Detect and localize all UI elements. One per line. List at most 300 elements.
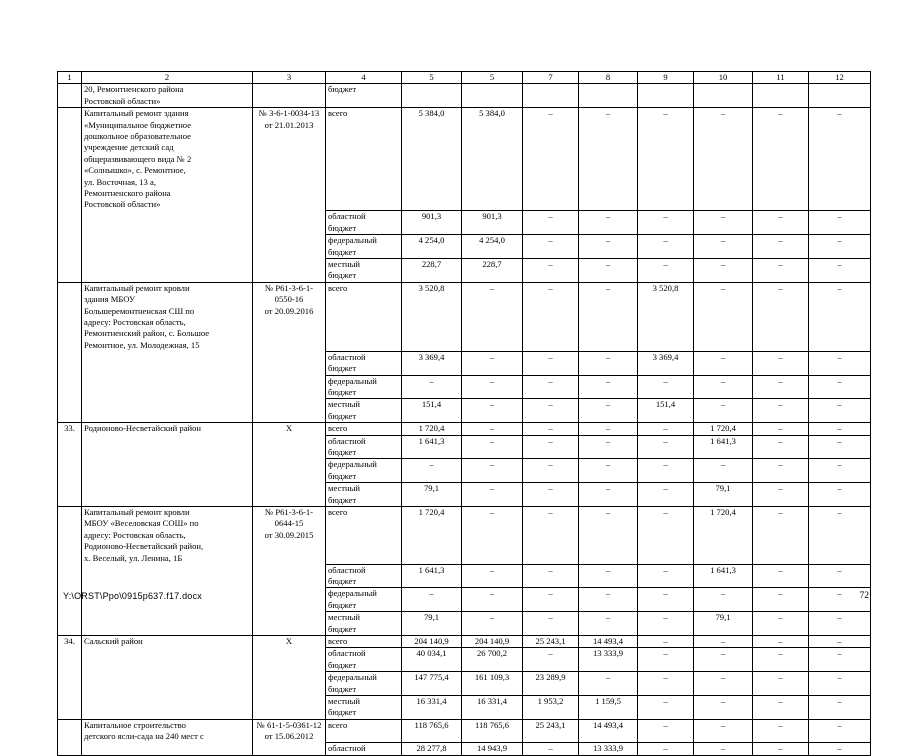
table-cell: – <box>579 672 638 696</box>
table-cell: – <box>753 459 809 483</box>
table-cell <box>58 435 82 459</box>
table-cell: всего <box>326 636 402 648</box>
table-cell: – <box>753 259 809 283</box>
table-cell: – <box>523 211 579 235</box>
table-cell: 118 765,6 <box>462 719 523 742</box>
table-cell: – <box>809 211 871 235</box>
table-row <box>58 612 871 636</box>
table-cell: 228,7 <box>402 259 462 283</box>
table-row <box>58 84 871 108</box>
table-cell: Капитальный ремонт кровли МБОУ «Веселовская СОШ» по адресу: Ростовская область, Родионово-Несветайский район, х. Веселый, ул. Ленина, 1Б <box>82 507 253 565</box>
table-cell: – <box>809 588 871 612</box>
table-cell <box>82 435 253 459</box>
table-cell: 4 254,0 <box>462 235 523 259</box>
page-number: 72 <box>859 591 869 601</box>
table-cell: – <box>809 507 871 565</box>
table-row <box>58 435 871 459</box>
table-cell: – <box>753 483 809 507</box>
table-cell <box>253 84 326 108</box>
table-cell: – <box>694 399 753 423</box>
table-cell: – <box>523 423 579 435</box>
table-cell: бюджет <box>326 84 402 108</box>
table-cell: – <box>694 211 753 235</box>
table-cell: 79,1 <box>402 483 462 507</box>
table-cell: 1 720,4 <box>694 507 753 565</box>
table-cell: 3 369,4 <box>638 351 694 375</box>
table-cell: № 3-6-1-0034-13 от 21.01.2013 <box>253 108 326 211</box>
table-cell <box>58 648 82 672</box>
table-row <box>58 459 871 483</box>
table-cell: – <box>753 235 809 259</box>
table-cell: федеральный бюджет <box>326 672 402 696</box>
table-cell <box>638 84 694 108</box>
table-row <box>58 743 871 755</box>
table-cell <box>58 84 82 108</box>
header-cell: 11 <box>753 72 809 84</box>
table-cell: – <box>809 743 871 755</box>
budget-table <box>57 71 871 756</box>
table-cell: – <box>694 696 753 720</box>
table-cell: – <box>462 282 523 351</box>
table-cell <box>58 483 82 507</box>
table-cell: – <box>694 719 753 742</box>
table-cell <box>462 84 523 108</box>
table-cell: областной бюджет <box>326 211 402 235</box>
table-cell <box>58 612 82 636</box>
table-cell: № 61-1-5-0361-12 от 15.06.2012 <box>253 719 326 742</box>
table-cell: – <box>753 612 809 636</box>
table-cell: – <box>523 259 579 283</box>
table-cell: – <box>579 507 638 565</box>
table-cell: – <box>809 435 871 459</box>
table-cell <box>809 84 871 108</box>
table-cell: 118 765,6 <box>402 719 462 742</box>
header-cell: 12 <box>809 72 871 84</box>
table-cell: – <box>638 108 694 211</box>
table-cell: – <box>523 108 579 211</box>
table-cell <box>82 483 253 507</box>
table-cell: 151,4 <box>402 399 462 423</box>
table-cell: 3 520,8 <box>638 282 694 351</box>
table-cell: – <box>638 507 694 565</box>
table-cell: № Р61-3-6-1- 0550-16 от 20.09.2016 <box>253 282 326 351</box>
table-cell <box>58 743 82 755</box>
table-cell <box>253 375 326 399</box>
table-cell: 1 641,3 <box>402 564 462 588</box>
table-cell: областной бюджет <box>326 564 402 588</box>
table-cell: – <box>579 211 638 235</box>
table-cell: Капитальный ремонт кровли здания МБОУ Большеремонтненская СШ по адресу: Ростовская область, Ремонтненский район, с. Большое Ремонтное, ул. Молодежная, 15 <box>82 282 253 351</box>
table-cell: всего <box>326 507 402 565</box>
table-cell <box>253 696 326 720</box>
table-cell: – <box>523 743 579 755</box>
table-cell: – <box>523 648 579 672</box>
table-cell: – <box>579 375 638 399</box>
table-cell: – <box>809 483 871 507</box>
table-cell <box>58 507 82 565</box>
header-cell: 1 <box>58 72 82 84</box>
table-cell <box>82 259 253 283</box>
header-cell: 4 <box>326 72 402 84</box>
table-cell: – <box>579 399 638 423</box>
table-cell <box>253 435 326 459</box>
header-cell: 5 <box>402 72 462 84</box>
table-cell: – <box>523 507 579 565</box>
header-cell: 5 <box>462 72 523 84</box>
table-cell: – <box>638 588 694 612</box>
table-cell: – <box>523 399 579 423</box>
table-cell: – <box>638 435 694 459</box>
table-cell: 34. <box>58 636 82 648</box>
table-cell: всего <box>326 423 402 435</box>
table-cell: – <box>462 588 523 612</box>
table-cell <box>253 459 326 483</box>
table-cell: – <box>638 564 694 588</box>
table-row <box>58 259 871 283</box>
table-row <box>58 282 871 351</box>
table-cell <box>58 375 82 399</box>
table-row <box>58 507 871 565</box>
table-cell: – <box>694 588 753 612</box>
table-cell: федеральный бюджет <box>326 459 402 483</box>
table-cell: 25 243,1 <box>523 719 579 742</box>
table-cell <box>82 696 253 720</box>
table-cell <box>523 84 579 108</box>
header-cell: 10 <box>694 72 753 84</box>
table-cell: 1 641,3 <box>402 435 462 459</box>
table-cell: – <box>753 648 809 672</box>
table-cell: – <box>579 351 638 375</box>
table-cell: – <box>694 351 753 375</box>
table-cell: 161 109,3 <box>462 672 523 696</box>
table-cell <box>58 351 82 375</box>
table-cell: – <box>523 282 579 351</box>
table-cell <box>58 259 82 283</box>
table-cell: – <box>638 483 694 507</box>
table-cell <box>253 564 326 588</box>
table-cell: – <box>462 507 523 565</box>
table-cell <box>253 648 326 672</box>
table-cell: – <box>638 423 694 435</box>
table-cell: – <box>638 636 694 648</box>
table-cell <box>753 84 809 108</box>
table-cell: 14 943,9 <box>462 743 523 755</box>
table-cell <box>82 612 253 636</box>
table-cell: – <box>694 459 753 483</box>
table-cell: – <box>462 351 523 375</box>
table-cell: – <box>694 259 753 283</box>
table-cell: 151,4 <box>638 399 694 423</box>
table-cell: – <box>809 399 871 423</box>
table-cell: 204 140,9 <box>462 636 523 648</box>
table-cell <box>58 459 82 483</box>
table-cell: – <box>753 636 809 648</box>
table-row <box>58 648 871 672</box>
header-cell: 8 <box>579 72 638 84</box>
table-cell: – <box>523 375 579 399</box>
table-cell <box>82 375 253 399</box>
table-cell <box>82 211 253 235</box>
table-cell: 33. <box>58 423 82 435</box>
table-cell: 901,3 <box>462 211 523 235</box>
table-cell <box>82 743 253 755</box>
table-cell <box>58 672 82 696</box>
table-cell: – <box>638 259 694 283</box>
table-cell: – <box>579 282 638 351</box>
table-cell: – <box>694 636 753 648</box>
table-cell: – <box>753 399 809 423</box>
table-cell: 147 775,4 <box>402 672 462 696</box>
table-cell: – <box>753 211 809 235</box>
table-cell: 14 493,4 <box>579 636 638 648</box>
table-cell: всего <box>326 282 402 351</box>
table-cell: – <box>809 282 871 351</box>
table-cell: всего <box>326 108 402 211</box>
table-cell <box>58 108 82 211</box>
table-cell <box>58 399 82 423</box>
table-cell: – <box>809 459 871 483</box>
table-cell: – <box>809 672 871 696</box>
table-cell <box>253 351 326 375</box>
table-cell: – <box>579 108 638 211</box>
table-cell: 3 369,4 <box>402 351 462 375</box>
table-cell: 23 289,9 <box>523 672 579 696</box>
header-cell: 2 <box>82 72 253 84</box>
table-cell: областной <box>326 743 402 755</box>
table-cell: 4 254,0 <box>402 235 462 259</box>
table-cell: – <box>638 696 694 720</box>
table-cell: – <box>462 435 523 459</box>
table-cell: федеральный бюджет <box>326 588 402 612</box>
table-cell: 20, Ремонтненского района Ростовской области» <box>82 84 253 108</box>
table-cell: – <box>809 648 871 672</box>
header-cell: 7 <box>523 72 579 84</box>
table-cell: – <box>809 636 871 648</box>
table-cell: 16 331,4 <box>402 696 462 720</box>
table-cell <box>253 259 326 283</box>
table-cell: областной бюджет <box>326 648 402 672</box>
table-cell: – <box>402 459 462 483</box>
table-cell: – <box>809 351 871 375</box>
table-cell <box>579 84 638 108</box>
table-cell <box>58 211 82 235</box>
table-cell <box>82 459 253 483</box>
table-row <box>58 423 871 435</box>
table-cell: – <box>753 351 809 375</box>
table-cell: 1 641,3 <box>694 435 753 459</box>
table-cell: – <box>753 423 809 435</box>
table-cell: – <box>579 435 638 459</box>
table-cell: – <box>809 423 871 435</box>
table-cell: 204 140,9 <box>402 636 462 648</box>
table-cell: Х <box>253 636 326 648</box>
table-cell: 16 331,4 <box>462 696 523 720</box>
table-cell: 25 243,1 <box>523 636 579 648</box>
table-cell <box>253 588 326 612</box>
table-cell <box>253 399 326 423</box>
table-row <box>58 719 871 742</box>
table-cell: – <box>523 612 579 636</box>
table-cell: 14 493,4 <box>579 719 638 742</box>
table-cell: – <box>402 588 462 612</box>
table-cell <box>58 235 82 259</box>
table-row <box>58 108 871 211</box>
table-cell: – <box>579 483 638 507</box>
table-cell: – <box>523 435 579 459</box>
table-cell: – <box>523 564 579 588</box>
table-cell: Капитальное строительство детского ясли-сада на 240 мест с <box>82 719 253 742</box>
table-cell: – <box>523 588 579 612</box>
table-cell <box>58 282 82 351</box>
table-cell: 79,1 <box>694 612 753 636</box>
table-cell: – <box>638 211 694 235</box>
table-cell: – <box>638 375 694 399</box>
table-cell: – <box>694 648 753 672</box>
table-cell: – <box>579 612 638 636</box>
table-row <box>58 483 871 507</box>
table-row <box>58 564 871 588</box>
table-cell: 26 700,2 <box>462 648 523 672</box>
table-cell: – <box>809 108 871 211</box>
table-cell: 5 384,0 <box>462 108 523 211</box>
table-cell: – <box>579 235 638 259</box>
table-cell: – <box>462 423 523 435</box>
table-cell: – <box>462 399 523 423</box>
table-cell: – <box>523 351 579 375</box>
table-row <box>58 235 871 259</box>
table-row <box>58 375 871 399</box>
table-cell: – <box>638 459 694 483</box>
table-cell: – <box>694 672 753 696</box>
table-row <box>58 696 871 720</box>
table-cell: 79,1 <box>402 612 462 636</box>
table-cell: – <box>753 719 809 742</box>
table-cell: – <box>753 743 809 755</box>
table-cell: – <box>753 672 809 696</box>
table-row <box>58 672 871 696</box>
table-cell <box>82 399 253 423</box>
table-cell: – <box>579 459 638 483</box>
table-cell: – <box>809 375 871 399</box>
file-path: Y:\ORST\Ppo\0915p637.f17.docx <box>63 591 202 601</box>
table-cell <box>58 564 82 588</box>
table-cell: 13 333,9 <box>579 743 638 755</box>
table-cell: Капитальный ремонт здания «Муниципальное бюджетное дошкольное образовательное учреждение детский сад общеразвивающего вида № 2 «Солнышко», с. Ремонтное, ул. Восточная, 13 а, Ремонтненского района Ростовской области» <box>82 108 253 211</box>
table-cell: 13 333,9 <box>579 648 638 672</box>
table-cell: – <box>638 235 694 259</box>
table-cell: местный бюджет <box>326 696 402 720</box>
table-cell: – <box>694 235 753 259</box>
table-cell: областной бюджет <box>326 435 402 459</box>
table-cell: местный бюджет <box>326 399 402 423</box>
table-cell: – <box>753 507 809 565</box>
table-cell <box>253 612 326 636</box>
table-cell: 1 720,4 <box>694 423 753 435</box>
table-cell: – <box>753 108 809 211</box>
table-cell: – <box>694 743 753 755</box>
table-cell: – <box>638 648 694 672</box>
table-cell: Сальский район <box>82 636 253 648</box>
table-cell <box>82 351 253 375</box>
table-cell: – <box>579 588 638 612</box>
table-cell: – <box>694 282 753 351</box>
table-cell: 79,1 <box>694 483 753 507</box>
table-cell <box>82 648 253 672</box>
table-cell: – <box>809 564 871 588</box>
table-cell <box>58 719 82 742</box>
table-cell: № Р61-3-6-1- 0644-15 от 30.09.2015 <box>253 507 326 565</box>
table-cell: 1 953,2 <box>523 696 579 720</box>
table-cell: 1 641,3 <box>694 564 753 588</box>
table-cell: – <box>462 375 523 399</box>
table-cell: всего <box>326 719 402 742</box>
table-cell: – <box>523 459 579 483</box>
table-cell: – <box>638 672 694 696</box>
table-cell: – <box>523 483 579 507</box>
table-cell: – <box>579 259 638 283</box>
table-cell <box>82 235 253 259</box>
header-cell: 3 <box>253 72 326 84</box>
table-cell: – <box>462 564 523 588</box>
table-cell <box>82 564 253 588</box>
table-cell: местный бюджет <box>326 259 402 283</box>
table-cell <box>253 235 326 259</box>
table-cell: – <box>579 423 638 435</box>
table-cell: – <box>753 435 809 459</box>
table-cell: – <box>523 235 579 259</box>
table-cell: – <box>753 375 809 399</box>
table-cell <box>694 84 753 108</box>
table-cell: – <box>638 743 694 755</box>
header-row <box>58 72 871 84</box>
table-cell: – <box>638 719 694 742</box>
table-cell: – <box>753 564 809 588</box>
table-row <box>58 211 871 235</box>
table-cell: 228,7 <box>462 259 523 283</box>
table-cell <box>58 696 82 720</box>
table-cell: – <box>809 719 871 742</box>
table-cell: Родионово-Несветайский район <box>82 423 253 435</box>
table-cell: Х <box>253 423 326 435</box>
table-row <box>58 351 871 375</box>
table-cell: – <box>809 259 871 283</box>
table-cell: 1 159,5 <box>579 696 638 720</box>
table-cell: – <box>753 696 809 720</box>
table-cell: – <box>462 483 523 507</box>
table-cell: 28 277,8 <box>402 743 462 755</box>
table-row <box>58 399 871 423</box>
table-cell: федеральный бюджет <box>326 375 402 399</box>
table-cell: – <box>809 696 871 720</box>
table-cell: – <box>694 108 753 211</box>
table-cell: областной бюджет <box>326 351 402 375</box>
table-cell: – <box>638 612 694 636</box>
table-cell: местный бюджет <box>326 612 402 636</box>
table-cell: 1 720,4 <box>402 507 462 565</box>
table-cell: 40 034,1 <box>402 648 462 672</box>
table-cell <box>253 672 326 696</box>
table-cell: 901,3 <box>402 211 462 235</box>
table-cell: 1 720,4 <box>402 423 462 435</box>
table-row <box>58 636 871 648</box>
table-cell: – <box>753 588 809 612</box>
table-cell: – <box>809 235 871 259</box>
table-cell: 3 520,8 <box>402 282 462 351</box>
table-cell: – <box>753 282 809 351</box>
table-cell: – <box>402 375 462 399</box>
table-cell: – <box>579 564 638 588</box>
table-cell: федеральный бюджет <box>326 235 402 259</box>
